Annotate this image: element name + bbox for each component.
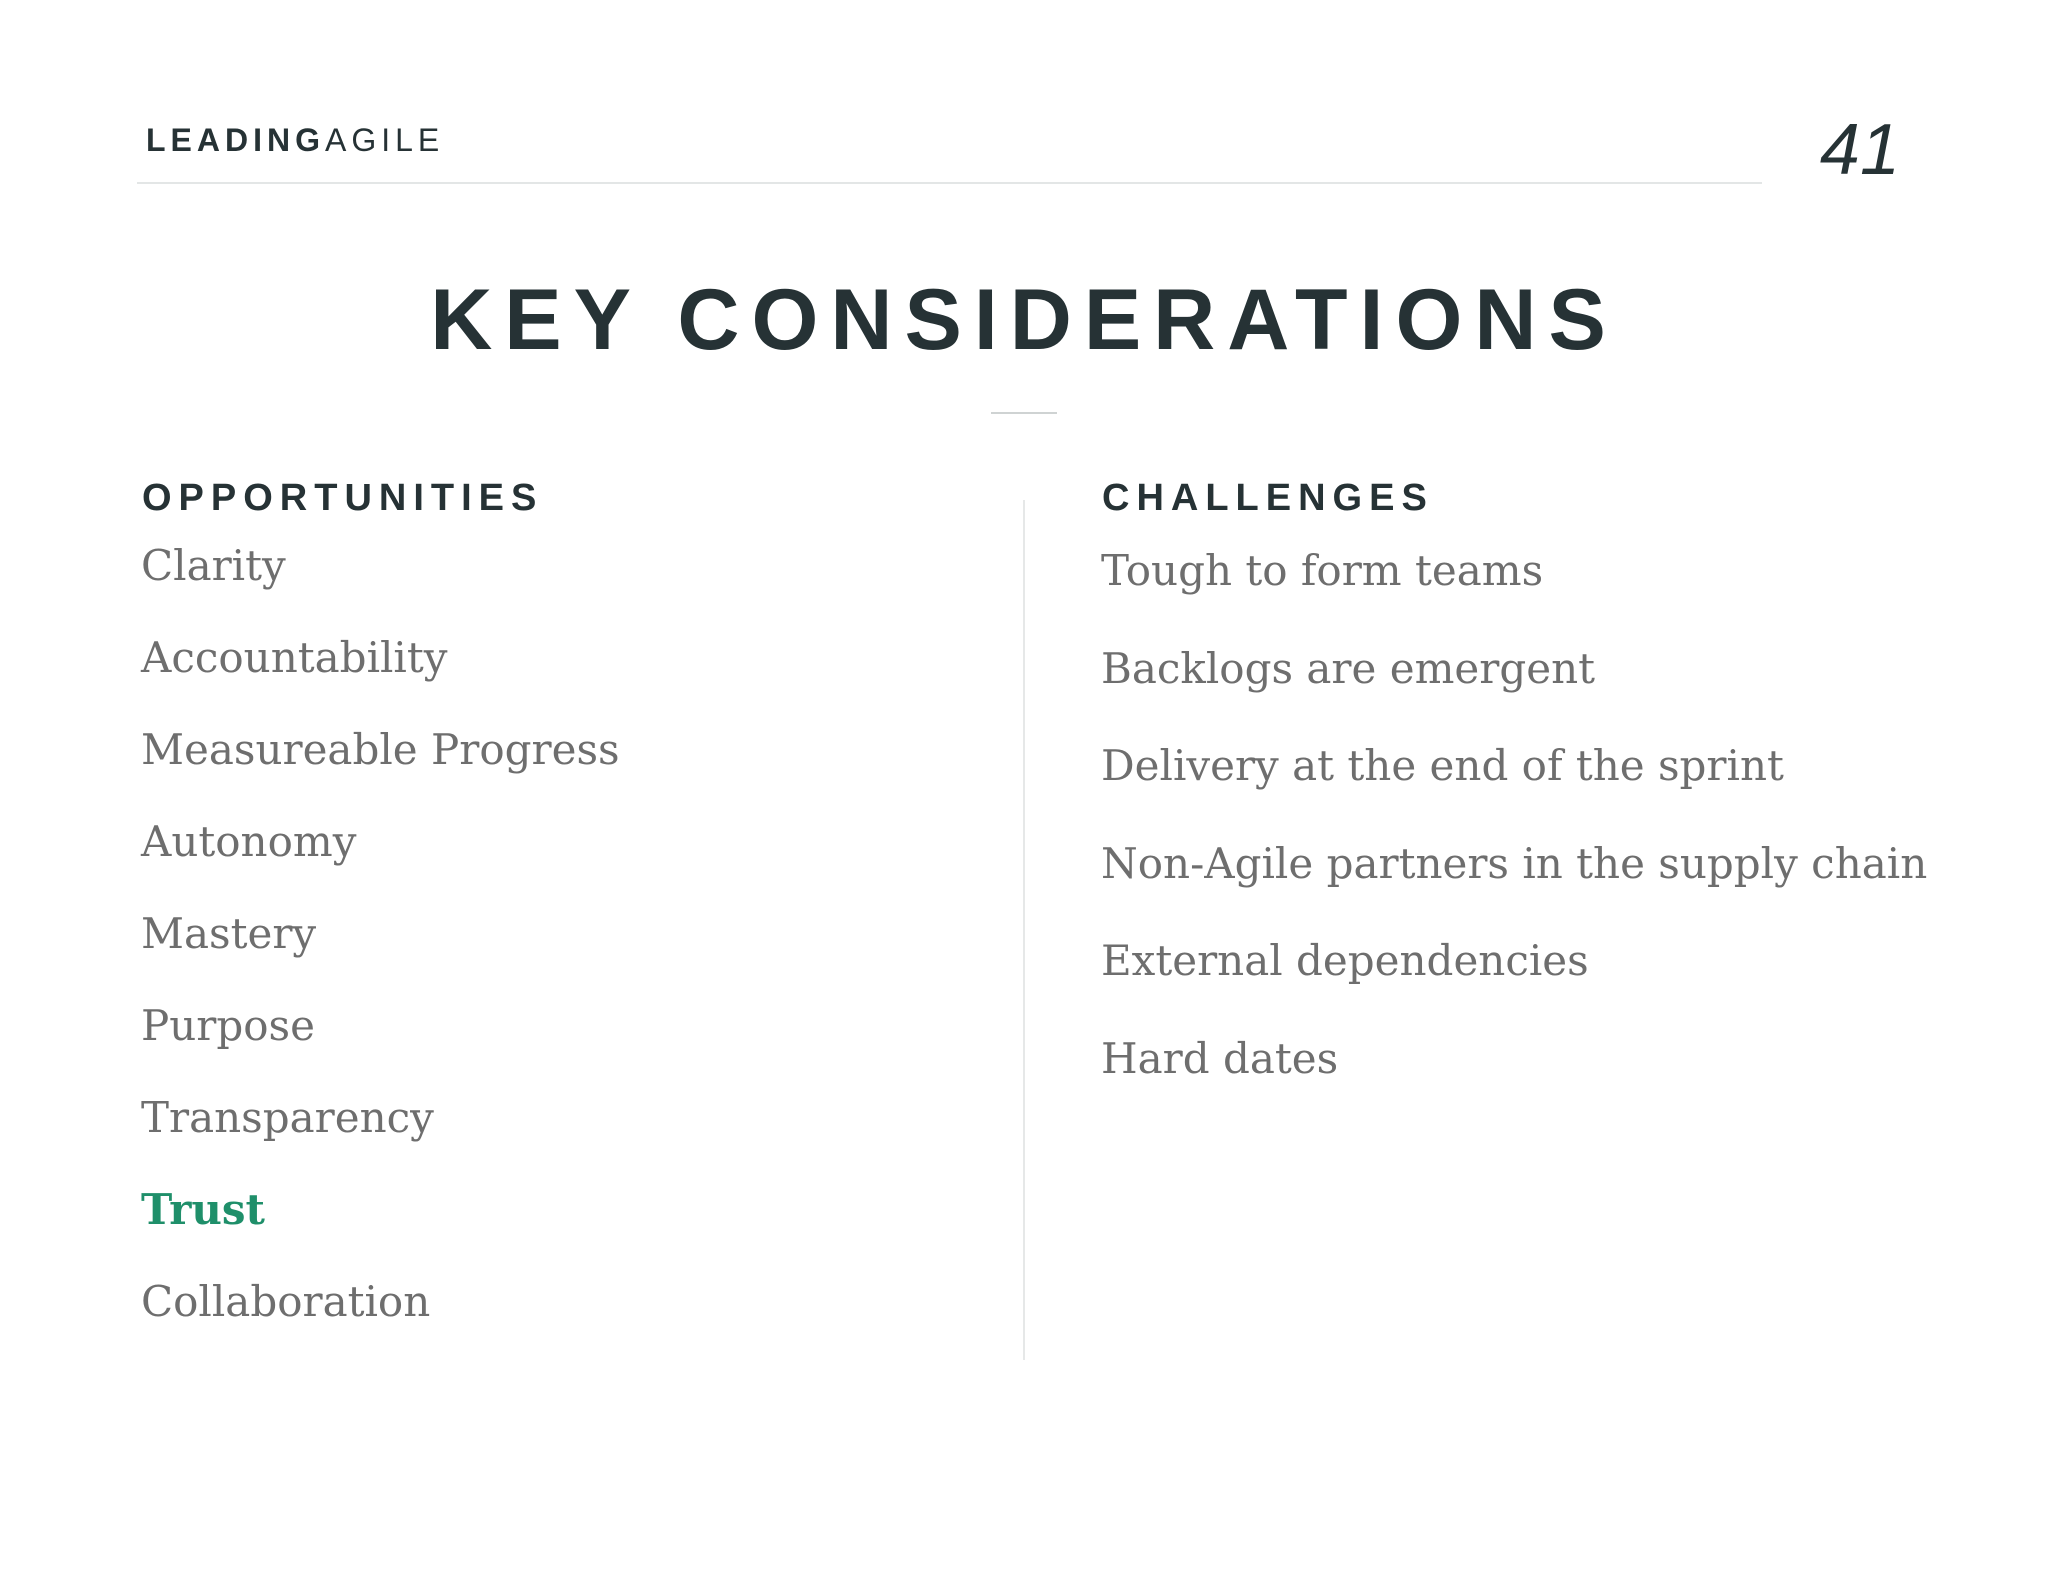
list-item: Non-Agile partners in the supply chain: [1101, 838, 1928, 888]
list-item: Mastery: [141, 909, 317, 958]
list-item: Purpose: [141, 1001, 315, 1050]
list-item: Accountability: [141, 633, 448, 682]
page-number: 41: [1819, 110, 1900, 190]
list-item: External dependencies: [1101, 936, 1589, 986]
opportunities-heading: OPPORTUNITIES: [142, 477, 544, 519]
list-item: Autonomy: [141, 817, 357, 866]
list-item: Hard dates: [1101, 1033, 1339, 1083]
challenges-list: [1101, 542, 1927, 1128]
list-item: Backlogs are emergent: [1101, 643, 1595, 693]
list-item: Measureable Progress: [141, 725, 620, 774]
brand-logo: [146, 120, 444, 160]
slide-title: KEY CONSIDERATIONS: [430, 272, 1618, 368]
opportunities-list: [141, 538, 620, 1366]
header-divider: [137, 182, 1762, 184]
title-underline: [991, 412, 1057, 414]
list-item: Collaboration: [141, 1277, 431, 1326]
column-divider: [1023, 500, 1025, 1360]
list-item: Tough to form teams: [1101, 546, 1544, 595]
brand-logo-bold: LEADING: [146, 122, 325, 158]
brand-logo-light: AGILE: [325, 122, 445, 158]
list-item: Delivery at the end of the sprint: [1101, 741, 1784, 791]
list-item-highlighted: Trust: [141, 1185, 265, 1234]
challenges-heading: CHALLENGES: [1102, 477, 1434, 519]
list-item: Clarity: [141, 541, 286, 590]
list-item: Transparency: [141, 1093, 434, 1142]
